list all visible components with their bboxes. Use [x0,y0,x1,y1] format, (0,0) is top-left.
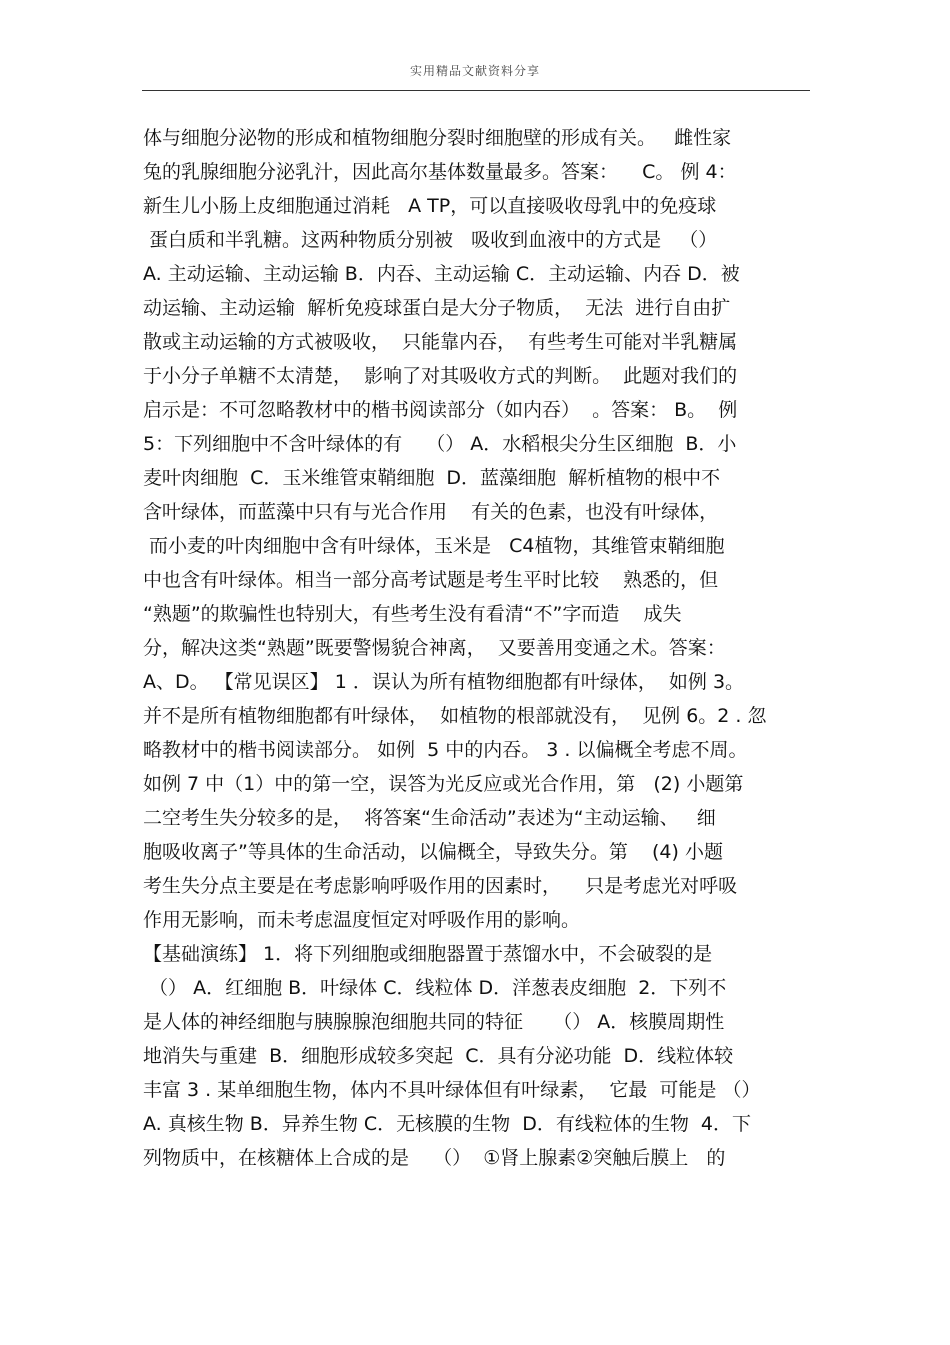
text-line: 胞吸收离子”等具体的生命活动，以偏概全，导致失分。第 (4) 小题 [143,841,723,863]
text-line: 地消失与重建 B．细胞形成较多突起 C．具有分泌功能 D．线粒体较 [143,1045,734,1067]
text-line: 动运输、主动运输 解析免疫球蛋白是大分子物质， 无法 进行自由扩 [143,297,731,319]
text-line: 二空考生失分较多的是， 将答案“生命活动”表述为“主动运输、 细 [143,807,716,829]
text-line: 考生失分点主要是在考虑影响呼吸作用的因素时， 只是考虑光对呼吸 [143,875,738,897]
text-line: 5：下列细胞中不含叶绿体的有 （） A．水稻根尖分生区细胞 B．小 [143,433,737,455]
text-line: 体与细胞分泌物的形成和植物细胞分裂时细胞壁的形成有关。 雌性家 [143,127,732,149]
page-header: 实用精品文献资料分享 [409,64,540,78]
document-body [143,121,810,1175]
text-line: 于小分子单糖不太清楚， 影响了对其吸收方式的判断。 此题对我们的 [143,365,738,387]
text-line: A. 真核生物 B．异养生物 C．无核膜的生物 D．有线粒体的生物 4．下 [143,1113,752,1135]
text-line: 列物质中，在核糖体上合成的是 （） ①肾上腺素②突触后膜上 的 [143,1147,726,1169]
text-line: 【基础演练】 1．将下列细胞或细胞器置于蒸馏水中，不会破裂的是 [143,943,713,965]
text-line: 是人体的神经细胞与胰腺腺泡细胞共同的特征 （） A．核膜周期性 [143,1011,725,1033]
text-line: 新生儿小肠上皮细胞通过消耗 A TP，可以直接吸收母乳中的免疫球 [143,195,717,217]
text-line: （） A．红细胞 B．叶绿体 C．线粒体 D．洋葱表皮细胞 2．下列不 [143,977,727,999]
text-line: 丰富 3 . 某单细胞生物，体内不具叶绿体但有叶绿素， 它最 可能是 （） [143,1079,761,1101]
text-line: 分，解决这类“熟题”既要警惕貌合神离， 又要善用变通之术。答案： [143,637,726,659]
header-divider [142,90,810,91]
text-line: “熟题”的欺骗性也特别大，有些考生没有看清“不”字而造 成失 [143,603,682,625]
text-line: 如例 7 中（1）中的第一空，误答为光反应或光合作用，第 (2) 小题第 [143,773,744,795]
text-line: 蛋白质和半乳糖。这两种物质分别被 吸收到血液中的方式是 （） [143,229,718,251]
text-line: 含叶绿体，而蓝藻中只有与光合作用 有关的色素，也没有叶绿体， [143,501,719,523]
text-line: 兔的乳腺细胞分泌乳汁，因此高尔基体数量最多。答案： C。 例 4： [143,161,737,183]
text-line: 作用无影响，而未考虑温度恒定对呼吸作用的影响。 [143,909,581,931]
text-line: A. 主动运输、主动运输 B．内吞、主动运输 C．主动运输、内吞 D．被 [143,263,740,285]
text-line: A、D。 【常见误区】 1 ．误认为所有植物细胞都有叶绿体， 如例 3。 [143,671,745,693]
text-line: 并不是所有植物细胞都有叶绿体， 如植物的根部就没有， 见例 6。2 . 忽 [143,705,767,727]
text-line: 启示是：不可忽略教材中的楷书阅读部分（如内吞） 。答案： B。 例 [143,399,738,421]
text-line: 略教材中的楷书阅读部分。 如例 5 中的内吞。 3 . 以偏概全考虑不周。 [143,739,748,761]
text-line: 而小麦的叶肉细胞中含有叶绿体，玉米是 C4植物，其维管束鞘细胞 [143,535,725,557]
text-line: 中也含有叶绿体。相当一部分高考试题是考生平时比较 熟悉的，但 [143,569,719,591]
text-line: 麦叶肉细胞 C．玉米维管束鞘细胞 D．蓝藻细胞 解析植物的根中不 [143,467,721,489]
text-line: 散或主动运输的方式被吸收， 只能靠内吞， 有些考生可能对半乳糖属 [143,331,738,353]
